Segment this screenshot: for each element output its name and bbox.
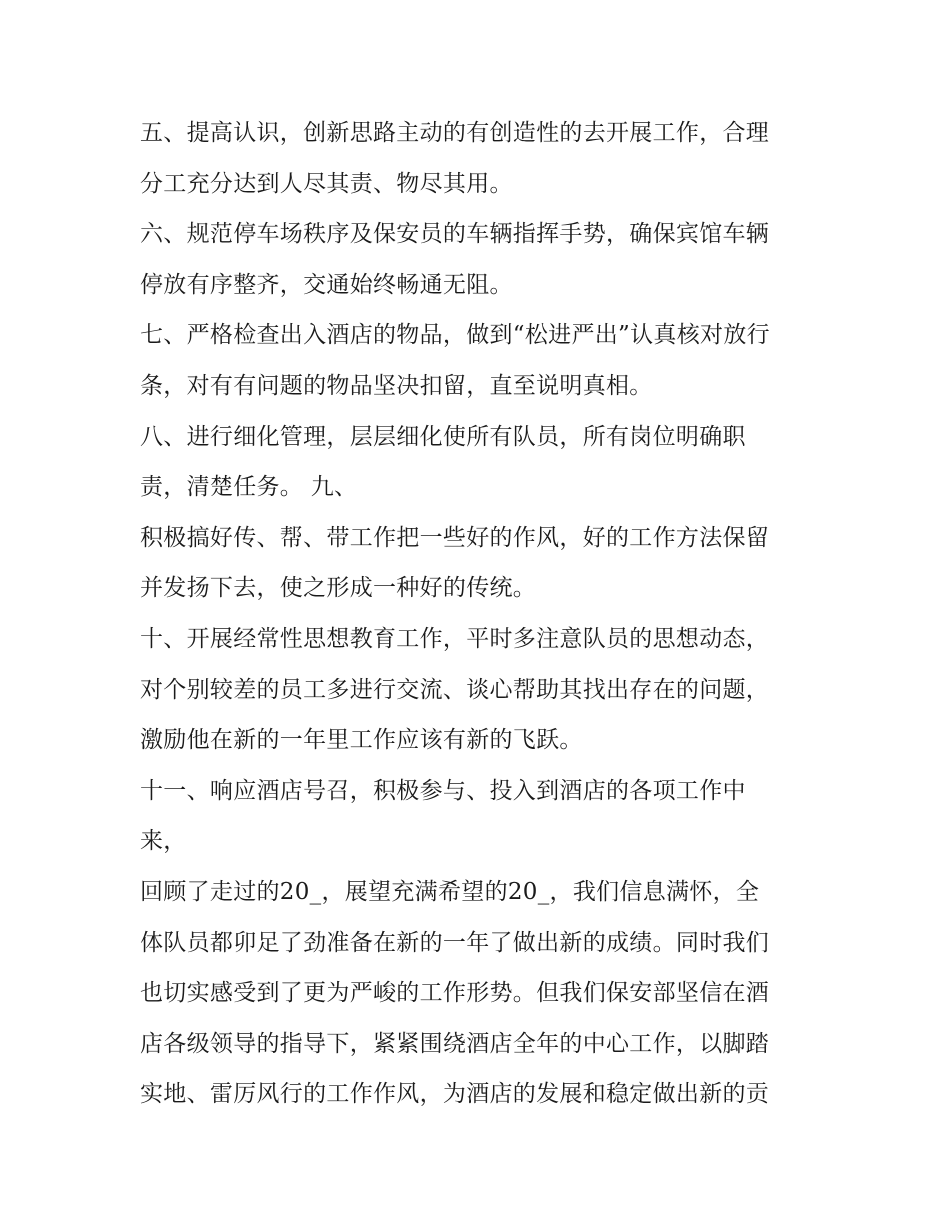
text-line: 八、进行细化管理，层层细化使所有队员，所有岗位明确职 bbox=[140, 423, 746, 450]
text-line: 分工充分达到人尽其责、物尽其用。 bbox=[140, 170, 513, 197]
text-line: 体队员都卯足了劲准备在新的一年了做出新的成绩。同时我们 bbox=[140, 929, 770, 956]
text-line: 激励他在新的一年里工作应该有新的飞跃。 bbox=[140, 727, 583, 754]
text-line: 来， bbox=[140, 828, 187, 855]
text-line: 实地、雷厉风行的工作作风，为酒店的发展和稳定做出新的贡 bbox=[140, 1081, 770, 1108]
document-body bbox=[140, 108, 820, 1120]
text-line: 并发扬下去，使之形成一种好的传统。 bbox=[140, 575, 537, 602]
text-line: 六、规范停车场秩序及保安员的车辆指挥手势，确保宾馆车辆 bbox=[140, 221, 770, 248]
text-line: 积极搞好传、帮、带工作把一些好的作风，好的工作方法保留 bbox=[140, 524, 770, 551]
text-line: 十、开展经常性思想教育工作，平时多注意队员的思想动态， bbox=[140, 625, 770, 652]
text-line: 回顾了走过的20_，展望充满希望的20_，我们信息满怀，全 bbox=[140, 878, 760, 905]
text-line: 对个别较差的员工多进行交流、谈心帮助其找出存在的问题， bbox=[140, 676, 770, 703]
text-line: 停放有序整齐，交通始终畅通无阻。 bbox=[140, 271, 513, 298]
text-line: 条，对有有问题的物品坚决扣留，直至说明真相。 bbox=[140, 372, 653, 399]
text-line: 店各级领导的指导下，紧紧围绕酒店全年的中心工作，以脚踏 bbox=[140, 1030, 770, 1057]
text-line: 也切实感受到了更为严峻的工作形势。但我们保安部坚信在酒 bbox=[140, 980, 770, 1007]
text-line: 五、提高认识，创新思路主动的有创造性的去开展工作，合理 bbox=[140, 120, 770, 146]
text-line: 责，清楚任务。 九、 bbox=[140, 474, 358, 501]
text-line: 七、严格检查出入酒店的物品，做到“松进严出”认真核对放行 bbox=[140, 322, 770, 349]
text-line: 十一、响应酒店号召，积极参与、投入到酒店的各项工作中 bbox=[140, 777, 746, 804]
